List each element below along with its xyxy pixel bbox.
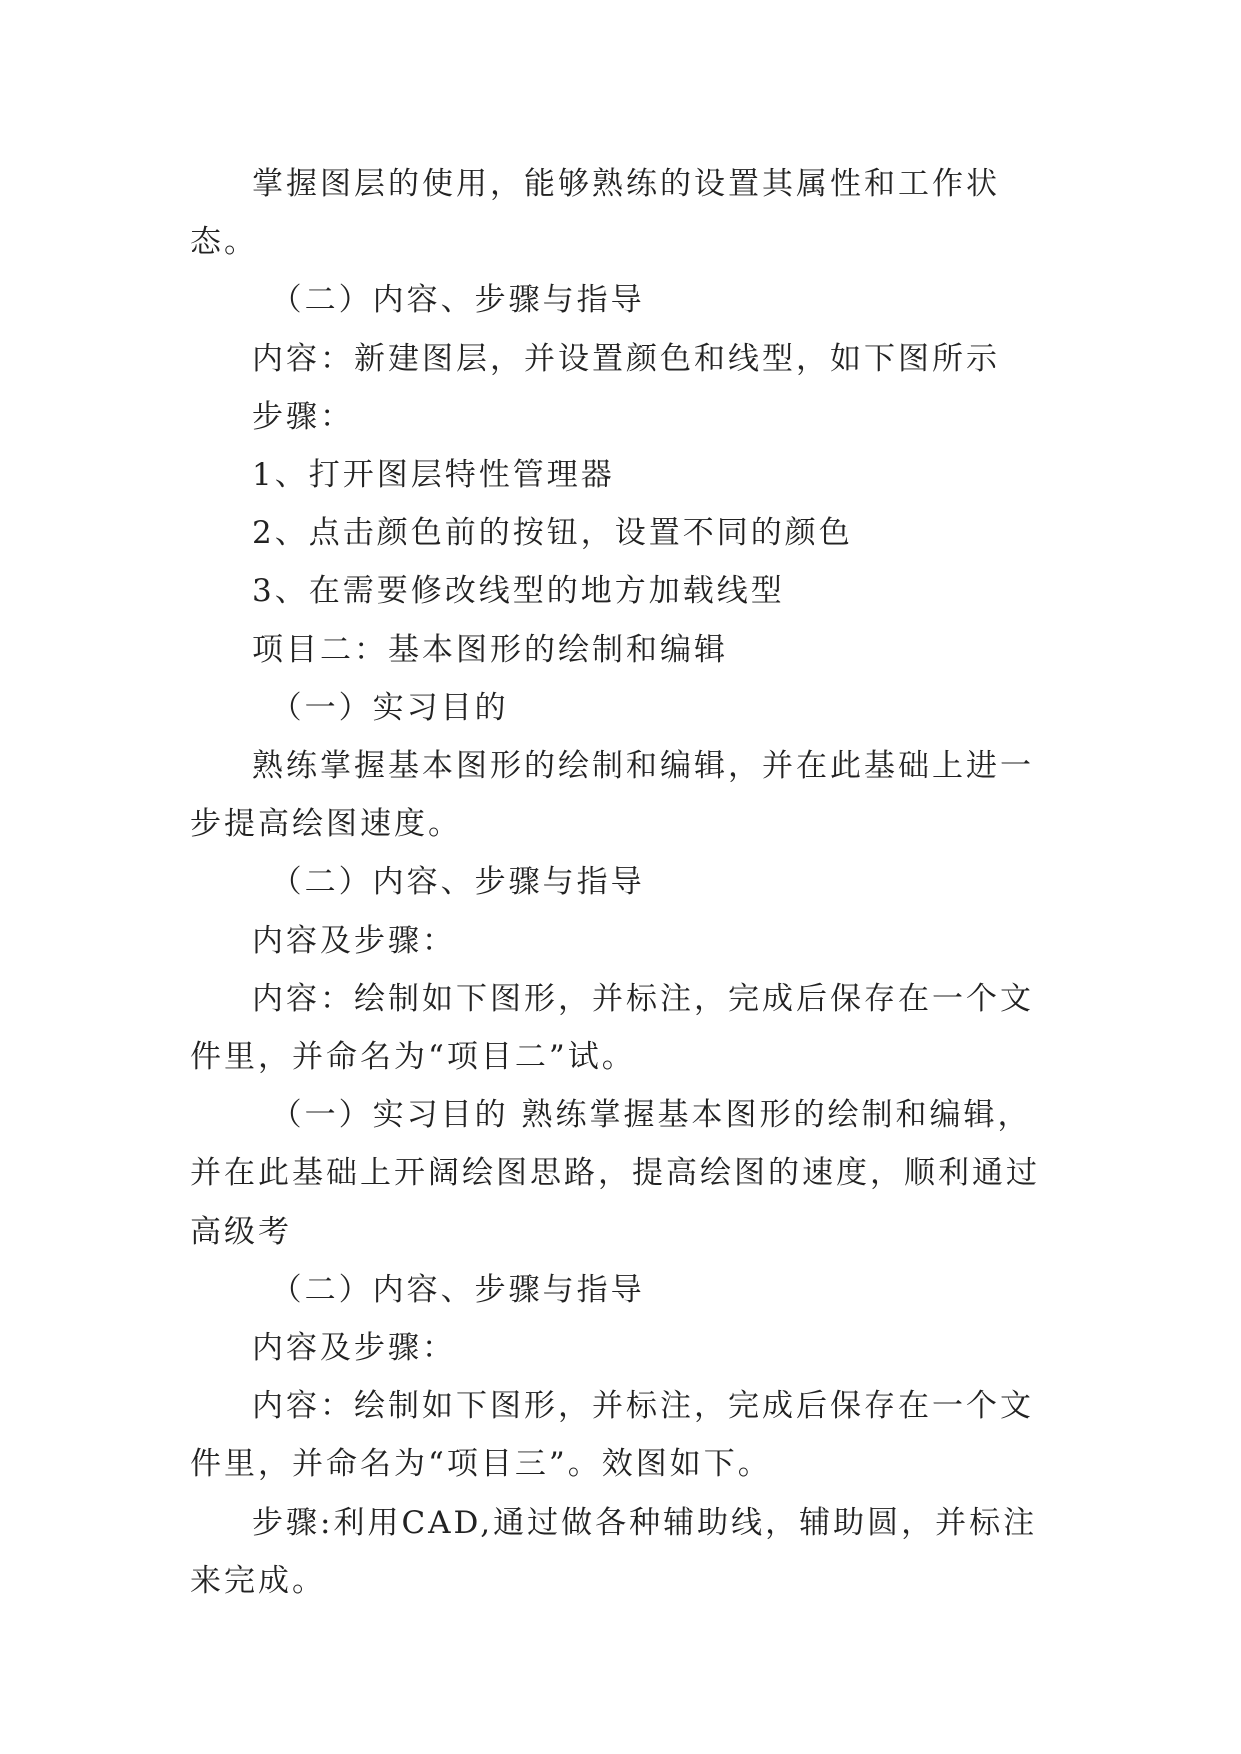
- paragraph-layer-objective: 掌握图层的使用，能够熟练的设置其属性和工作状态。: [190, 166, 1000, 261]
- heading-content-steps-guide: （二）内容、步骤与指导: [270, 864, 645, 901]
- paragraph-project-three-steps: 步骤:利用CAD,通过做各种辅助线，辅助圆，并标注来完成。: [190, 1504, 1038, 1599]
- step-item-1: 1、打开图层特性管理器: [252, 457, 615, 494]
- heading-practice-objective: （一）实习目的: [270, 689, 509, 726]
- paragraph-content-and-steps-label: 内容及步骤：: [252, 1330, 456, 1367]
- paragraph-content-and-steps-label: 内容及步骤：: [252, 922, 456, 959]
- document-body: [190, 155, 1060, 1610]
- heading-content-steps-guide: （二）内容、步骤与指导: [270, 282, 645, 319]
- paragraph-project-three-objective: （一）实习目的 熟练掌握基本图形的绘制和编辑，并在此基础上开阔绘图思路，提高绘图的速度，顺利通过高级考: [190, 1097, 1040, 1250]
- heading-project-two: 项目二：基本图形的绘制和编辑: [252, 631, 728, 668]
- heading-content-steps-guide: （二）内容、步骤与指导: [270, 1271, 645, 1308]
- step-item-3: 3、在需要修改线型的地方加载线型: [252, 573, 785, 610]
- paragraph-project-three-content: 内容：绘制如下图形，并标注，完成后保存在一个文件里，并命名为“项目三”。效图如下。: [190, 1388, 1034, 1483]
- step-item-2: 2、点击颜色前的按钮，设置不同的颜色: [252, 515, 853, 552]
- paragraph-project-two-objective: 熟练掌握基本图形的绘制和编辑，并在此基础上进一步提高绘图速度。: [190, 748, 1034, 843]
- paragraph-content-new-layer: 内容：新建图层，并设置颜色和线型，如下图所示: [252, 340, 1000, 377]
- paragraph-steps-label: 步骤：: [252, 398, 354, 435]
- paragraph-project-two-content: 内容：绘制如下图形，并标注，完成后保存在一个文件里，并命名为“项目二”试。: [190, 980, 1034, 1076]
